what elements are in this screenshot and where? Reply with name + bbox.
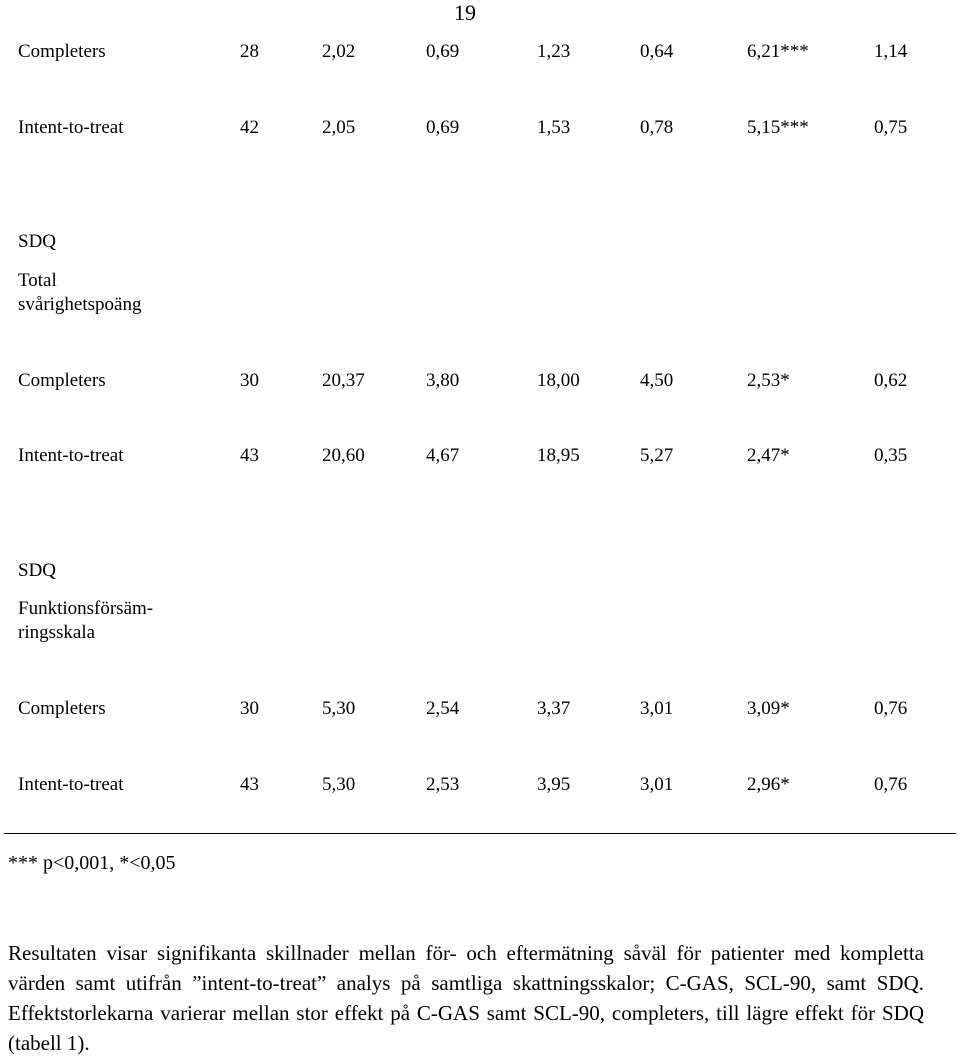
table-cell: 0,62 [874,370,908,391]
body-paragraph: Resultaten visar signifikanta skillnader mellan för- och eftermätning såväl för patienter med kompletta värden samt utifrån ”intent-to-treat” analys på samtliga skattningsskalor; C-GAS, SCL-90, samt SDQ. Effektstorlekarna varierar mellan stor effekt på C-GAS samt SCL-90, completers, till lägre effekt för SDQ (tabell 1). [8,941,924,1055]
section-label: SDQ [18,560,57,581]
table-cell: 20,60 [322,445,365,466]
table-cell: 2,47* [747,445,790,466]
section-label: Funktionsförsäm- [18,598,154,619]
table-cell: 2,02 [322,41,356,62]
table-cell: 2,53* [747,370,790,391]
table-cell: 0,69 [426,117,460,138]
table-cell: 42 [240,117,259,138]
table-cell: 2,53 [426,774,460,795]
table-cell: 0,35 [874,445,908,466]
table-cell: 4,67 [426,445,460,466]
table-cell: 6,21*** [747,41,809,62]
table-cell: 0,76 [874,698,908,719]
table-cell: 0,75 [874,117,908,138]
row-label: Intent-to-treat [18,117,124,138]
table-cell: 4,50 [640,370,674,391]
table-cell: 3,80 [426,370,460,391]
table-cell: 3,01 [640,774,674,795]
table-footnote: *** p<0,001, *<0,05 [8,852,176,874]
page-number: 19 [454,0,476,25]
table-cell: 20,37 [322,370,365,391]
row-label: Intent-to-treat [18,445,124,466]
table-cell: 1,14 [874,41,908,62]
table-cell: 2,05 [322,117,356,138]
table-cell: 30 [240,370,259,391]
table-cell: 30 [240,698,259,719]
section-label: SDQ [18,231,57,252]
table-cell: 2,54 [426,698,460,719]
section-label: svårighetspoäng [18,294,142,315]
table-cell: 5,30 [322,698,356,719]
table-cell: 0,69 [426,41,460,62]
table-cell: 43 [240,445,259,466]
table-cell: 3,01 [640,698,674,719]
section-label: ringsskala [18,622,96,643]
table-cell: 5,15*** [747,117,809,138]
row-label: Intent-to-treat [18,774,124,795]
table-cell: 0,64 [640,41,674,62]
table-cell: 18,00 [537,370,580,391]
table-cell: 0,76 [874,774,908,795]
table-cell: 0,78 [640,117,674,138]
row-label: Completers [18,698,106,719]
table-cell: 28 [240,41,259,62]
table-cell: 5,27 [640,445,674,466]
table-cell: 3,09* [747,698,790,719]
section-label: Total [18,270,57,291]
table-cell: 18,95 [537,445,580,466]
row-label: Completers [18,370,106,391]
table-cell: 2,96* [747,774,790,795]
table-cell: 5,30 [322,774,356,795]
table-cell: 3,95 [537,774,571,795]
table-cell: 43 [240,774,259,795]
table-cell: 1,23 [537,41,571,62]
table-bottom-rule [4,833,956,834]
row-label: Completers [18,41,106,62]
table-cell: 3,37 [537,698,571,719]
table-cell: 1,53 [537,117,571,138]
